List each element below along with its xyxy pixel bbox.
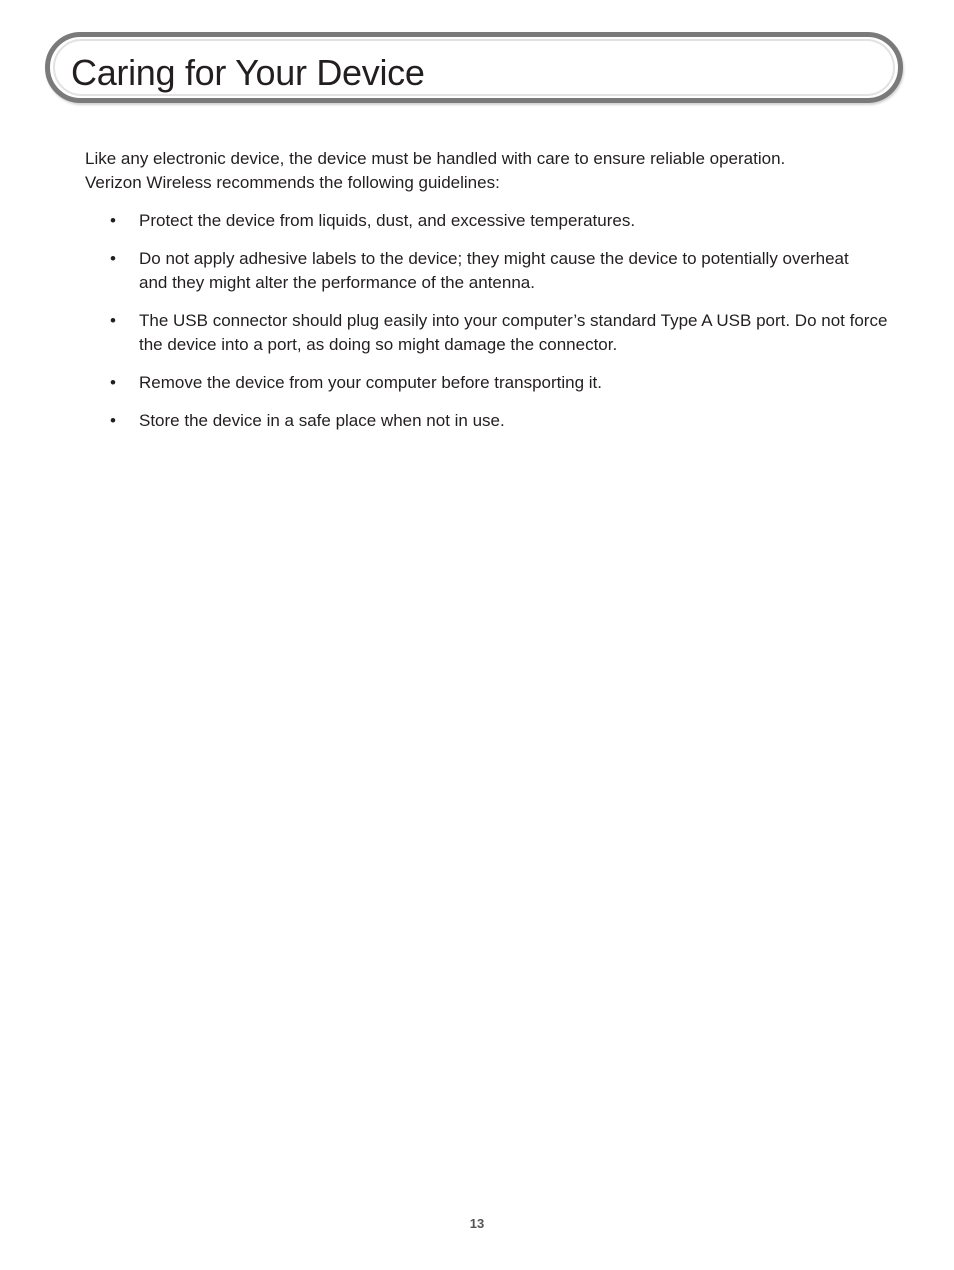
guideline-text: Do not apply adhesive labels to the device; they might cause the device to potentially overheat and they might alter the performance of the antenna. bbox=[139, 249, 849, 292]
main-content bbox=[85, 147, 895, 447]
intro-paragraph bbox=[85, 147, 845, 195]
guideline-item bbox=[85, 409, 895, 433]
intro-line-2: Verizon Wireless recommends the following guidelines: bbox=[85, 173, 500, 192]
guideline-item bbox=[85, 309, 895, 357]
guideline-text: The USB connector should plug easily into your computer’s standard Type A USB port. Do not force the device into a port, as doing so might damage the connector. bbox=[139, 311, 888, 354]
intro-line-1: Like any electronic device, the device must be handled with care to ensure reliable operation. bbox=[85, 149, 786, 168]
bullet-icon: • bbox=[110, 249, 116, 268]
page-number: 13 bbox=[469, 1216, 485, 1231]
guidelines-list bbox=[85, 209, 895, 433]
bullet-icon: • bbox=[110, 211, 116, 230]
bullet-icon: • bbox=[110, 411, 116, 430]
guideline-text: Remove the device from your computer before transporting it. bbox=[139, 373, 602, 392]
guideline-item bbox=[85, 209, 895, 233]
guideline-text: Protect the device from liquids, dust, and excessive temperatures. bbox=[139, 211, 636, 230]
guideline-item bbox=[85, 247, 895, 295]
page-title: Caring for Your Device bbox=[71, 52, 425, 93]
bullet-icon: • bbox=[110, 373, 116, 392]
bullet-icon: • bbox=[110, 311, 116, 330]
guideline-item bbox=[85, 371, 895, 395]
guideline-text: Store the device in a safe place when not in use. bbox=[139, 411, 505, 430]
